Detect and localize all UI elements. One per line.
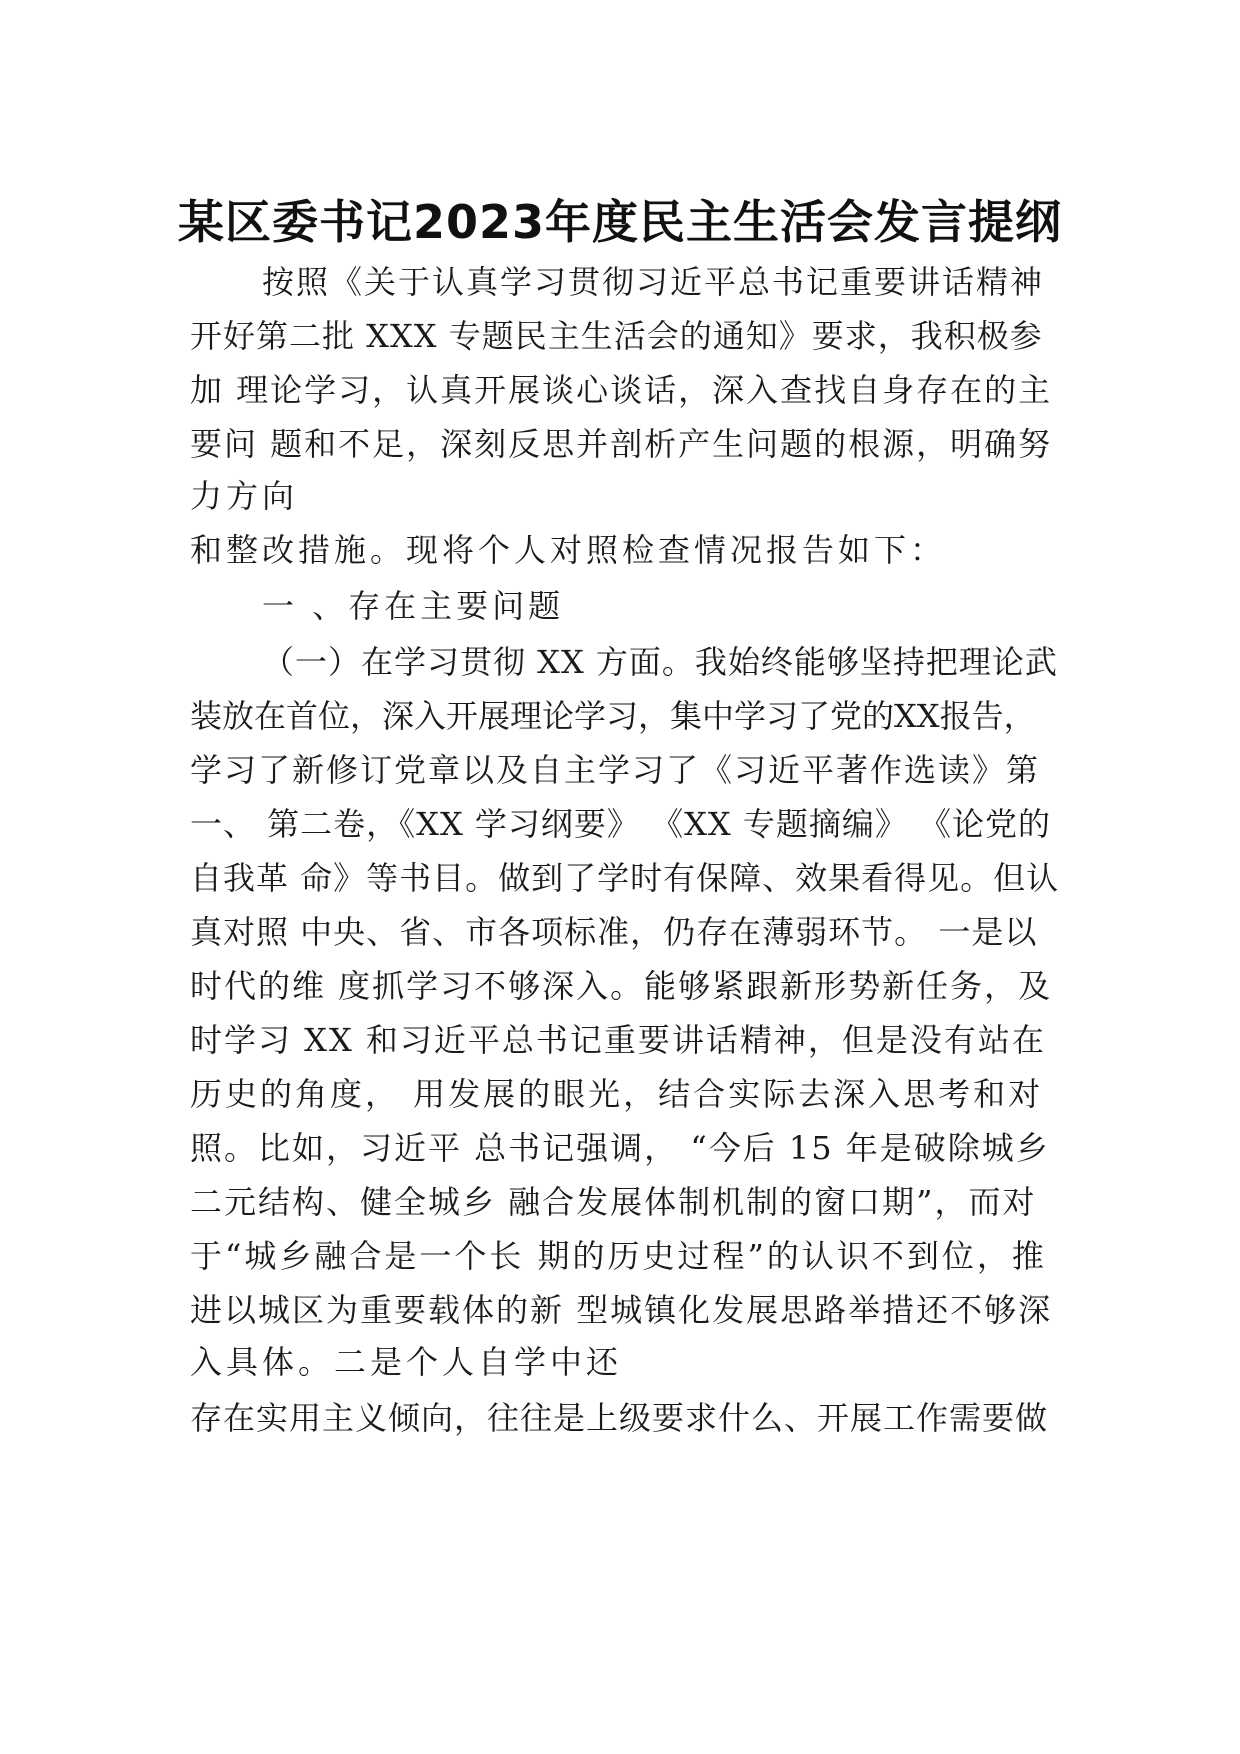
paragraph-line: 照。比如，习近平 总书记强调， “今后 15 年是破除城乡: [190, 1129, 1050, 1167]
paragraph-line: 入具体。二是个人自学中还: [190, 1343, 623, 1381]
paragraph-line: 按照《关于认真学习贯彻习近平总书记重要讲话精神: [262, 263, 1045, 301]
paragraph-line: 自我革 命》等书目。做到了学时有保障、效果看得见。但认: [190, 859, 1060, 897]
paragraph-line: 历史的角度， 用发展的眼光，结合实际去深入思考和对: [190, 1075, 1044, 1113]
paragraph-line: 加 理论学习，认真开展谈心谈话，深入查找自身存在的主: [190, 371, 1053, 409]
document-title: 某区委书记2023年度民主生活会发言提纲: [177, 195, 1063, 249]
paragraph-line: 一、 第二卷，《XX 学习纲要》 《XX 专题摘编》 《论党的: [190, 805, 1051, 843]
paragraph-line: 于“城乡融合是一个长 期的历史过程”的认识不到位，推: [190, 1237, 1047, 1275]
paragraph-line: 真对照 中央、省、市各项标准，仍存在薄弱环节。 一是以: [190, 913, 1038, 951]
paragraph-line: 学习了新修订党章以及自主学习了《习近平著作选读》第: [190, 751, 1041, 789]
paragraph-line: 二元结构、健全城乡 融合发展体制机制的窗口期”，而对: [190, 1183, 1037, 1221]
paragraph-line: 力方向: [190, 477, 299, 515]
paragraph-line: 装放在首位，深入开展理论学习，集中学习了党的XX报告，: [190, 697, 1036, 735]
section-heading: 一 、存在主要问题: [262, 587, 565, 625]
paragraph-line: 要问 题和不足，深刻反思并剖析产生问题的根源，明确努: [190, 425, 1053, 463]
paragraph-line: （一）在学习贯彻 XX 方面。我始终能够坚持把理论武: [262, 643, 1058, 681]
paragraph-line: 存在实用主义倾向，往往是上级要求什么、开展工作需要做: [190, 1399, 1049, 1437]
paragraph-line: 和整改措施。现将个人对照检查情况报告如下：: [190, 531, 947, 569]
paragraph-line: 时代的维 度抓学习不够深入。能够紧跟新形势新任务，及: [190, 967, 1053, 1005]
paragraph-line: 时学习 XX 和习近平总书记重要讲话精神，但是没有站在: [190, 1021, 1046, 1059]
paragraph-line: 开好第二批 XXX 专题民主生活会的通知》要求，我积极参: [190, 317, 1043, 355]
paragraph-line: 进以城区为重要载体的新 型城镇化发展思路举措还不够深: [190, 1291, 1053, 1329]
